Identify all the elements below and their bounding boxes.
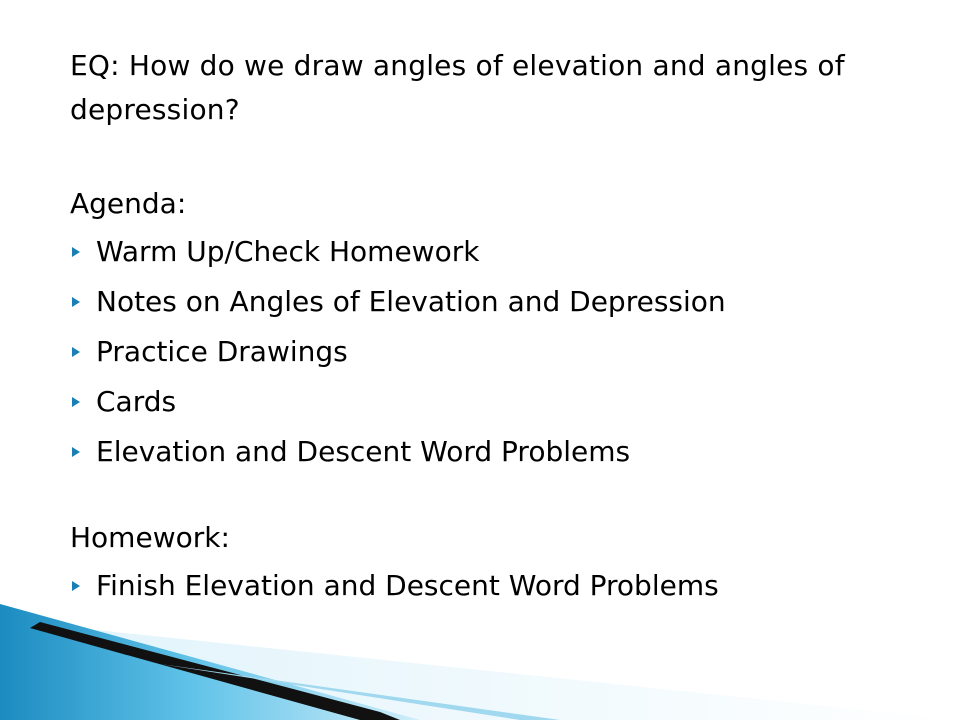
agenda-item — [70, 384, 930, 420]
agenda-item-label: Notes on Angles of Elevation and Depression — [96, 285, 726, 318]
slide-content — [70, 44, 930, 604]
agenda-item-label: Practice Drawings — [96, 335, 348, 368]
agenda-item — [70, 334, 930, 370]
triangle-right-icon — [72, 247, 80, 257]
agenda-item-label: Warm Up/Check Homework — [96, 235, 480, 268]
homework-item-label: Finish Elevation and Descent Word Problems — [96, 569, 719, 602]
agenda-item — [70, 434, 930, 470]
agenda-heading: Agenda: — [70, 187, 187, 220]
homework-heading: Homework: — [70, 521, 230, 554]
agenda-item — [70, 234, 930, 270]
triangle-right-icon — [72, 347, 80, 357]
agenda-item-label: Cards — [96, 385, 177, 418]
triangle-right-icon — [72, 397, 80, 407]
homework-item — [70, 568, 930, 604]
triangle-right-icon — [72, 297, 80, 307]
essential-question: EQ: How do we draw angles of elevation and angles of depression? — [70, 49, 845, 126]
agenda-item — [70, 284, 930, 320]
homework-list — [70, 568, 930, 604]
agenda-item-label: Elevation and Descent Word Problems — [96, 435, 631, 468]
agenda-list — [70, 234, 930, 470]
triangle-right-icon — [72, 581, 80, 591]
triangle-right-icon — [72, 447, 80, 457]
